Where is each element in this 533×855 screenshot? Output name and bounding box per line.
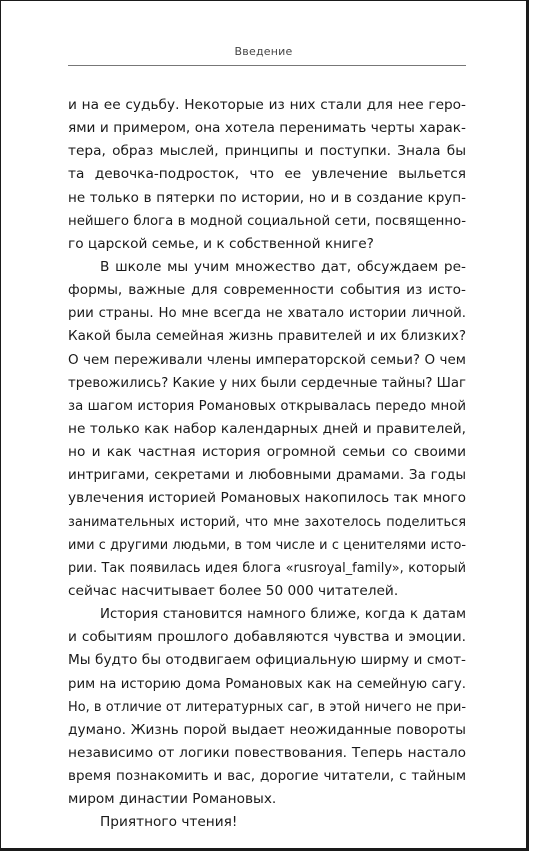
- text-line: Но, в отличие от литературных саг, в этой ничего не при-: [68, 699, 466, 715]
- text-line: за шагом история Романовых открывалась передо мной: [68, 398, 466, 414]
- text-line: та девочка-подросток, что ее увлечение выльется: [68, 166, 466, 183]
- text-line: не только в пятерки по истории, но и в создание круп-: [68, 189, 466, 206]
- text-line: рии страны. Но мне всегда не хватало истории личной.: [68, 306, 466, 322]
- text-line: нейшего блога в модной социальной сети, посвященно-: [68, 213, 466, 229]
- text-line: рии. Так появилась идея блога «rusroyal_family», который: [68, 560, 466, 576]
- text-line: думано. Жизнь порой выдает неожиданные повороты: [68, 721, 466, 738]
- text-line: История становится намного ближе, когда к датам: [100, 607, 466, 623]
- text-line: тера, образ мыслей, принципы и поступки. Знала бы: [68, 143, 466, 160]
- text-line: формы, важные для современности события из исто-: [68, 282, 466, 299]
- text-line: Мы будто бы отодвигаем официальную ширму и смот-: [68, 652, 466, 669]
- text-line: Приятного чтения!: [100, 814, 238, 831]
- text-line: ями и примером, она хотела перенимать черты харак-: [68, 120, 466, 137]
- text-line: занимательных историй, что мне захотелось поделиться: [68, 514, 466, 530]
- running-header: Введение: [234, 45, 293, 58]
- header-rule: [68, 65, 466, 66]
- text-line: тревожились? Какие у них были сердечные тайны? Шаг: [68, 375, 466, 391]
- text-line: В школе мы учим множество дат, обсуждаем ре-: [100, 258, 466, 275]
- text-line: и на ее судьбу. Некоторые из них стали для нее геро-: [68, 97, 466, 113]
- text-line: миром династии Романовых.: [68, 791, 277, 808]
- text-line: О чем переживали члены императорской семьи? О чем: [68, 351, 466, 368]
- text-line: но и как частная история огромной семьи со своими: [68, 444, 466, 461]
- text-line: ими с другими людьми, в том числе и с ценителями исто-: [68, 537, 466, 553]
- body-text: [68, 94, 466, 835]
- text-line: Какой была семейная жизнь правителей и их близких?: [68, 328, 466, 345]
- text-line: независимо от логики повествования. Теперь настало: [68, 744, 466, 761]
- text-line: интригами, секретами и любовными драмами. За годы: [68, 467, 466, 484]
- text-line: рим на историю дома Романовых как на семейную сагу.: [68, 676, 466, 692]
- text-line: и событиям прошлого добавляются чувства и эмоции.: [68, 629, 466, 646]
- text-line: сейчас насчитывает более 50 000 читателей.: [68, 582, 399, 599]
- text-line: не только как набор календарных дней и правителей,: [68, 420, 466, 437]
- text-line: увлечения историей Романовых накопилось так много: [68, 490, 466, 507]
- text-line: го царской семье, и к собственной книге?: [68, 235, 374, 252]
- text-line: время познакомить и вас, дорогие читатели, с тайным: [68, 768, 466, 785]
